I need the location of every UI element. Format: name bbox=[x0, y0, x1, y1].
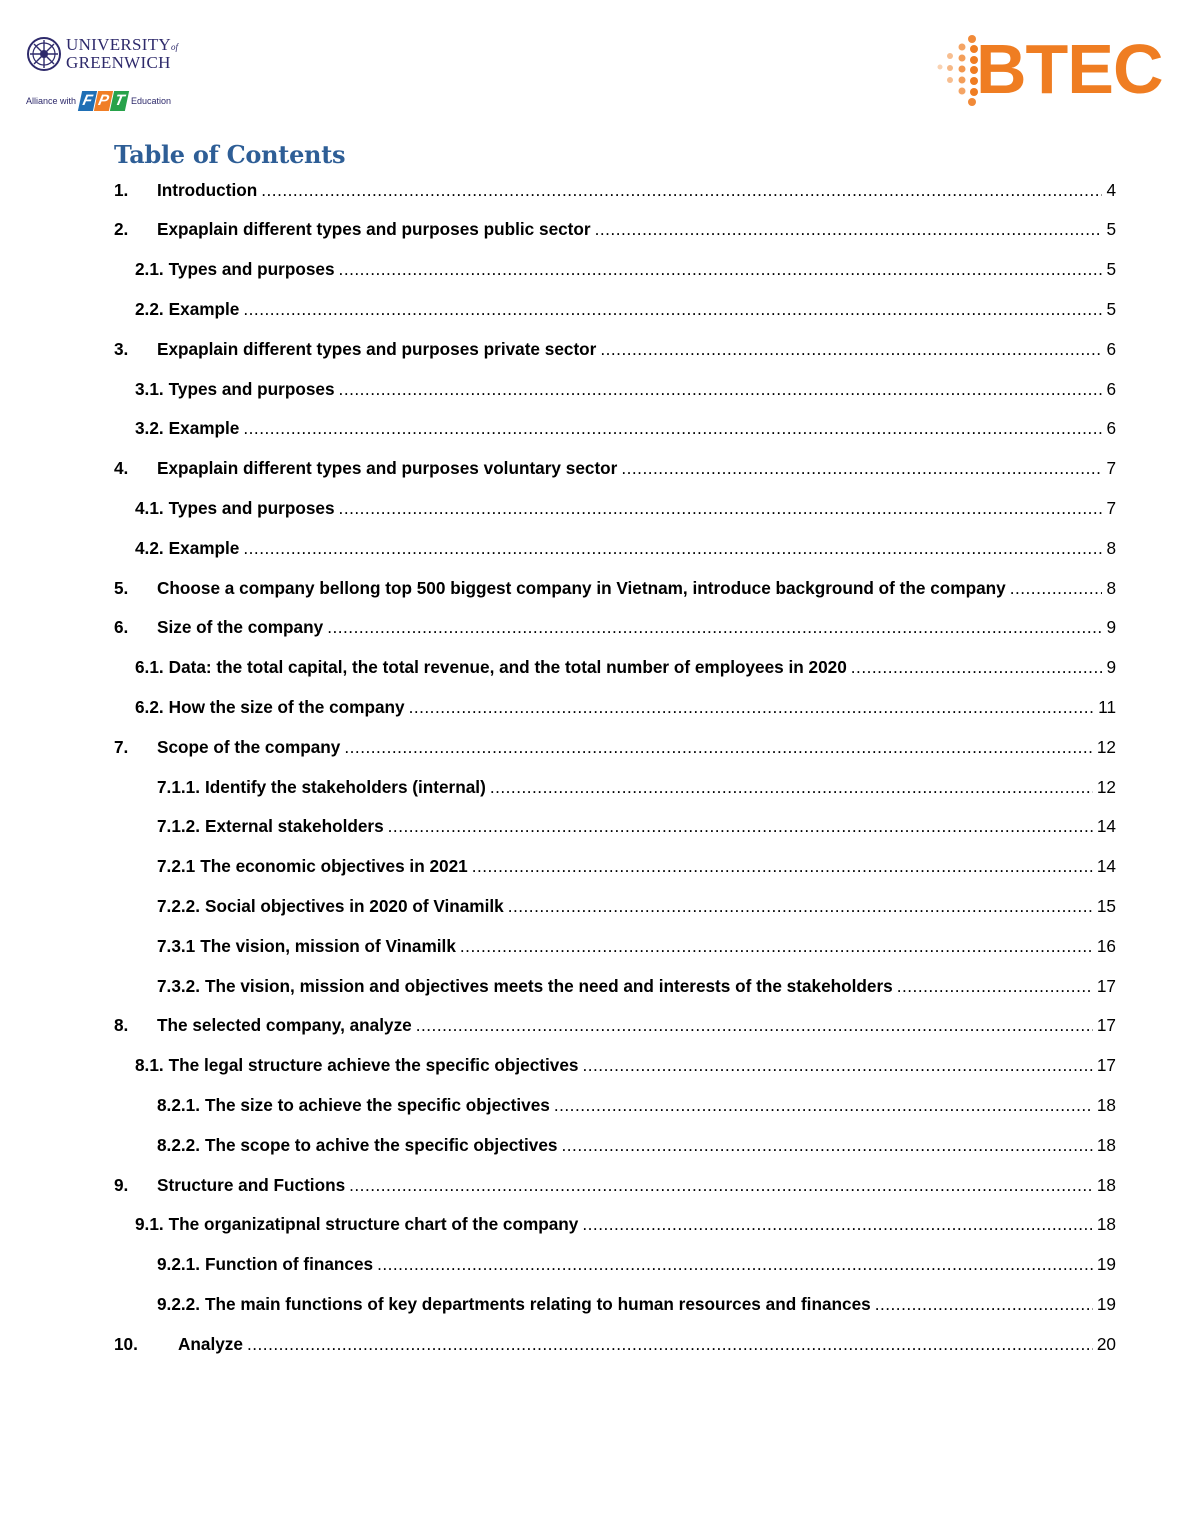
fpt-letter-p: P bbox=[94, 91, 113, 111]
university-line2: GREENWICH bbox=[66, 53, 171, 72]
toc-dot-leader bbox=[490, 777, 1093, 798]
toc-entry-label: Types and purposes bbox=[168, 259, 335, 280]
toc-entry-page: 7 bbox=[1106, 458, 1116, 479]
toc-entry[interactable] bbox=[135, 692, 1116, 722]
toc-entry-number: 7.3.1 bbox=[157, 935, 196, 956]
toc-entry-label: Example bbox=[168, 537, 240, 558]
toc-title: Table of Contents bbox=[114, 140, 346, 169]
fpt-letter-t: T bbox=[110, 91, 129, 111]
toc-entry[interactable] bbox=[135, 1210, 1116, 1240]
toc-dot-leader bbox=[344, 737, 1093, 758]
toc-entry-page: 14 bbox=[1096, 816, 1116, 837]
toc-entry[interactable] bbox=[157, 1090, 1116, 1120]
toc-entry-number: 6. bbox=[114, 617, 129, 638]
btec-logo bbox=[934, 32, 1170, 108]
toc-entry[interactable] bbox=[114, 732, 1116, 762]
alliance-label: Alliance with bbox=[26, 96, 77, 106]
toc-dot-leader bbox=[349, 1175, 1093, 1196]
toc-entry-number: 7. bbox=[114, 736, 129, 757]
toc-dot-leader bbox=[416, 1015, 1093, 1036]
toc-entry-page: 18 bbox=[1096, 1134, 1116, 1155]
toc-entry-label: The economic objectives in 2021 bbox=[200, 856, 468, 877]
toc-entry-number: 4. bbox=[114, 458, 129, 479]
toc-dot-leader bbox=[460, 936, 1093, 957]
toc-entry[interactable] bbox=[114, 215, 1116, 245]
toc-entry-label: Example bbox=[168, 418, 240, 439]
toc-entry-number: 9.1. bbox=[135, 1214, 164, 1235]
toc-entry-label: Types and purposes bbox=[168, 497, 335, 518]
toc-entry[interactable] bbox=[114, 1170, 1116, 1200]
toc-entry-page: 8 bbox=[1106, 537, 1116, 558]
toc-dot-leader bbox=[508, 896, 1093, 917]
toc-dot-leader bbox=[327, 617, 1102, 638]
toc-entry[interactable] bbox=[114, 334, 1116, 364]
toc-entry-page: 14 bbox=[1096, 856, 1116, 877]
toc-entry-number: 7.1.1. bbox=[157, 776, 201, 797]
toc-entry[interactable] bbox=[157, 772, 1116, 802]
toc-dot-leader bbox=[897, 976, 1093, 997]
toc-entry-number: 3.1. bbox=[135, 378, 164, 399]
toc-dot-leader bbox=[600, 339, 1102, 360]
toc-entry-number: 4.1. bbox=[135, 497, 164, 518]
toc-entry-label: Function of finances bbox=[205, 1254, 374, 1275]
toc-entry-label: Size of the company bbox=[157, 617, 324, 638]
toc-entry-page: 7 bbox=[1106, 497, 1116, 518]
toc-entry[interactable] bbox=[135, 294, 1116, 324]
toc-dot-leader bbox=[472, 856, 1093, 877]
toc-entry[interactable] bbox=[157, 931, 1116, 961]
toc-dot-leader bbox=[621, 458, 1102, 479]
toc-entry[interactable] bbox=[135, 414, 1116, 444]
toc-entry-number: 10. bbox=[114, 1333, 138, 1354]
toc-entry-number: 8.1. bbox=[135, 1055, 164, 1076]
toc-dot-leader bbox=[409, 697, 1095, 718]
university-of: of bbox=[171, 42, 179, 52]
toc-entry-page: 16 bbox=[1096, 935, 1116, 956]
toc-entry[interactable] bbox=[157, 1250, 1116, 1280]
toc-entry-page: 5 bbox=[1106, 259, 1116, 280]
toc-entry[interactable] bbox=[114, 175, 1116, 205]
toc-dot-leader bbox=[339, 379, 1103, 400]
toc-entry-number: 7.2.1 bbox=[157, 856, 196, 877]
toc-entry-page: 17 bbox=[1096, 975, 1116, 996]
toc-entry-page: 6 bbox=[1106, 338, 1116, 359]
toc-entry-page: 20 bbox=[1096, 1333, 1116, 1354]
toc-dot-leader bbox=[243, 418, 1102, 439]
toc-entry-label: How the size of the company bbox=[168, 696, 405, 717]
toc-entry-label: External stakeholders bbox=[205, 816, 384, 837]
toc-entry-number: 7.2.2. bbox=[157, 895, 201, 916]
toc-entry-page: 6 bbox=[1106, 378, 1116, 399]
toc-entry[interactable] bbox=[157, 971, 1116, 1001]
toc-entry-label: The vision, mission of Vinamilk bbox=[200, 935, 456, 956]
toc-entry-number: 2.1. bbox=[135, 259, 164, 280]
toc-entry-number: 6.1. bbox=[135, 657, 164, 678]
toc-entry-label: Types and purposes bbox=[168, 378, 335, 399]
toc-entry-page: 9 bbox=[1106, 657, 1116, 678]
university-line1: UNIVERSITY bbox=[66, 35, 171, 54]
toc-entry[interactable] bbox=[157, 1289, 1116, 1319]
toc-entry-label: The organizatipnal structure chart of the company bbox=[168, 1214, 579, 1235]
toc-entry-number: 8. bbox=[114, 1015, 129, 1036]
toc-entry-page: 18 bbox=[1096, 1174, 1116, 1195]
university-name bbox=[66, 37, 178, 71]
toc-dot-leader bbox=[377, 1254, 1093, 1275]
toc-entry-label: Expaplain different types and purposes voluntary sector bbox=[157, 458, 618, 479]
toc-entry-number: 6.2. bbox=[135, 696, 164, 717]
toc-entry-page: 12 bbox=[1096, 776, 1116, 797]
toc-dot-leader bbox=[851, 657, 1103, 678]
toc-entry-number: 9. bbox=[114, 1174, 129, 1195]
toc-entry-number: 7.1.2. bbox=[157, 816, 201, 837]
education-label: Education bbox=[131, 96, 172, 106]
toc-entry[interactable] bbox=[135, 653, 1116, 683]
toc-entry-label: Social objectives in 2020 of Vinamilk bbox=[205, 895, 504, 916]
toc-dot-leader bbox=[1010, 578, 1103, 599]
toc-entry-number: 9.2.2. bbox=[157, 1293, 201, 1314]
toc-dot-leader bbox=[247, 1334, 1093, 1355]
toc-dot-leader bbox=[595, 219, 1103, 240]
toc-entry-page: 15 bbox=[1096, 895, 1116, 916]
toc-entry-number: 9.2.1. bbox=[157, 1254, 201, 1275]
toc-entry-label: Data: the total capital, the total revenue, and the total number of employees in 2020 bbox=[168, 657, 847, 678]
toc-dot-leader bbox=[261, 180, 1102, 201]
toc-entry-label: Structure and Fuctions bbox=[157, 1174, 346, 1195]
toc-entry-label: The main functions of key departments relating to human resources and finances bbox=[205, 1293, 871, 1314]
toc-entry-page: 6 bbox=[1106, 418, 1116, 439]
university-of-greenwich-logo bbox=[26, 36, 196, 116]
toc-entry-page: 18 bbox=[1096, 1214, 1116, 1235]
toc-entry[interactable] bbox=[114, 573, 1116, 603]
toc-entry-page: 11 bbox=[1098, 696, 1116, 717]
toc-entry-label: Introduction bbox=[157, 179, 258, 200]
toc-dot-leader bbox=[388, 816, 1093, 837]
toc-entry[interactable] bbox=[135, 374, 1116, 404]
toc-entry-label: Identify the stakeholders (internal) bbox=[205, 776, 486, 797]
toc-entry-number: 1. bbox=[114, 179, 129, 200]
toc-entry-page: 5 bbox=[1106, 219, 1116, 240]
toc-entry-label: The size to achieve the specific objectives bbox=[205, 1094, 550, 1115]
toc-entry-label: Scope of the company bbox=[157, 736, 341, 757]
toc-entry-page: 5 bbox=[1106, 298, 1116, 319]
toc-entry-page: 19 bbox=[1096, 1293, 1116, 1314]
toc-entry-number: 5. bbox=[114, 577, 129, 598]
toc-dot-leader bbox=[582, 1214, 1093, 1235]
toc-dot-leader bbox=[243, 538, 1102, 559]
toc-entry-label: Choose a company bellong top 500 biggest company in Vietnam, introduce background of the company bbox=[157, 577, 1006, 598]
toc-entry-label: Expaplain different types and purposes private sector bbox=[157, 338, 597, 359]
toc-entry-number: 8.2.2. bbox=[157, 1134, 201, 1155]
toc-dot-leader bbox=[562, 1135, 1093, 1156]
btec-wordmark: BTEC bbox=[976, 30, 1163, 108]
toc-entry-label: The vision, mission and objectives meets the need and interests of the stakeholders bbox=[205, 975, 893, 996]
toc-dot-leader bbox=[339, 259, 1103, 280]
toc-entry[interactable] bbox=[114, 454, 1116, 484]
toc-entry[interactable] bbox=[114, 1011, 1116, 1041]
toc-entry-number: 2. bbox=[114, 219, 129, 240]
fpt-logo bbox=[80, 91, 127, 111]
greenwich-crest-icon bbox=[26, 36, 62, 72]
toc-entry[interactable] bbox=[157, 812, 1116, 842]
toc-dot-leader bbox=[875, 1294, 1093, 1315]
toc-entry-number: 4.2. bbox=[135, 537, 164, 558]
toc-entry-page: 4 bbox=[1106, 179, 1116, 200]
toc-entry-number: 7.3.2. bbox=[157, 975, 201, 996]
toc-entry-label: Example bbox=[168, 298, 240, 319]
fpt-letter-f: F bbox=[78, 91, 97, 111]
toc-entry-number: 8.2.1. bbox=[157, 1094, 201, 1115]
toc-dot-leader bbox=[554, 1095, 1093, 1116]
toc-entry[interactable] bbox=[135, 493, 1116, 523]
toc-entry[interactable] bbox=[114, 1329, 1116, 1359]
toc-entry-page: 19 bbox=[1096, 1254, 1116, 1275]
toc-entry-page: 9 bbox=[1106, 617, 1116, 638]
toc-entry-page: 18 bbox=[1096, 1094, 1116, 1115]
toc-dot-leader bbox=[243, 299, 1102, 320]
toc-entry-number: 3. bbox=[114, 338, 129, 359]
toc-entry[interactable] bbox=[157, 1130, 1116, 1160]
toc-entry-number: 2.2. bbox=[135, 298, 164, 319]
toc-entry-label: The scope to achive the specific objectives bbox=[205, 1134, 558, 1155]
toc-entry[interactable] bbox=[135, 1051, 1116, 1081]
toc-entry[interactable] bbox=[135, 255, 1116, 285]
toc-entry-label: The legal structure achieve the specific objectives bbox=[168, 1055, 579, 1076]
toc-entry[interactable] bbox=[157, 852, 1116, 882]
toc-entry-label: Expaplain different types and purposes public sector bbox=[157, 219, 591, 240]
toc-entry-page: 12 bbox=[1096, 736, 1116, 757]
fpt-alliance bbox=[26, 88, 171, 114]
toc-entry[interactable] bbox=[114, 613, 1116, 643]
toc-dot-leader bbox=[582, 1055, 1092, 1076]
toc-entry-label: The selected company, analyze bbox=[157, 1015, 412, 1036]
toc-entry[interactable] bbox=[157, 891, 1116, 921]
toc-entry-page: 17 bbox=[1096, 1055, 1116, 1076]
toc-entry-page: 17 bbox=[1096, 1015, 1116, 1036]
toc-entry-page: 8 bbox=[1106, 577, 1116, 598]
toc-dot-leader bbox=[339, 498, 1103, 519]
toc-entry[interactable] bbox=[135, 533, 1116, 563]
toc-entry-label: Analyze bbox=[178, 1333, 243, 1354]
toc-entry-number: 3.2. bbox=[135, 418, 164, 439]
